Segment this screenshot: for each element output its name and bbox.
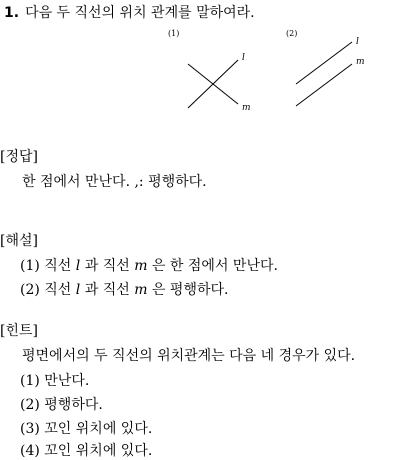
hint-header: [힌트] (0, 323, 38, 339)
question-number: 1. (4, 5, 20, 21)
figure-2-line-m (296, 64, 352, 106)
explanation-1-var-m: m (134, 258, 148, 274)
hint-intro: 평면에서의 두 직선의 위치관계는 다음 네 경우가 있다. (22, 348, 356, 364)
explanation-line-1 (20, 255, 278, 275)
explanation-1-prefix: (1) 직선 (20, 258, 72, 274)
hint-item-4: (4) 꼬인 위치에 있다. (20, 443, 153, 459)
line-figures (160, 24, 380, 144)
explanation-1-suffix: 은 한 점에서 만난다. (151, 258, 278, 274)
figure-1-label-l: l (242, 53, 245, 63)
explanation-header: [해설] (0, 233, 38, 249)
line-figures-svg (160, 24, 380, 144)
hint-item-2: (2) 평행하다. (20, 397, 103, 413)
answer-header: [정답] (0, 149, 38, 165)
figure-2-line-l (296, 42, 352, 84)
explanation-2-prefix: (2) 직선 (20, 282, 72, 298)
explanation-2-mid: 과 직선 (84, 282, 130, 298)
question-line (4, 2, 255, 22)
explanation-1-var-l: l (75, 258, 81, 274)
figure-2-label-m: m (356, 57, 365, 67)
explanation-2-var-m: m (134, 282, 148, 298)
answer-text: 한 점에서 만난다. ,: 평행하다. (22, 174, 207, 190)
figure-2-label-l: l (356, 37, 359, 47)
explanation-2-suffix: 은 평행하다. (151, 282, 229, 298)
figure-1-label: (1) (168, 29, 180, 38)
question-text: 다음 두 직선의 위치 관계를 말하여라. (25, 5, 255, 21)
hint-item-3: (3) 꼬인 위치에 있다. (20, 421, 153, 437)
explanation-2-var-l: l (75, 282, 81, 298)
explanation-1-mid: 과 직선 (84, 258, 130, 274)
figure-2-label: (2) (286, 29, 298, 38)
figure-1-label-m: m (242, 103, 251, 113)
figure-1-line-l (188, 60, 238, 108)
hint-item-1: (1) 만난다. (20, 373, 90, 389)
explanation-line-2 (20, 279, 228, 299)
